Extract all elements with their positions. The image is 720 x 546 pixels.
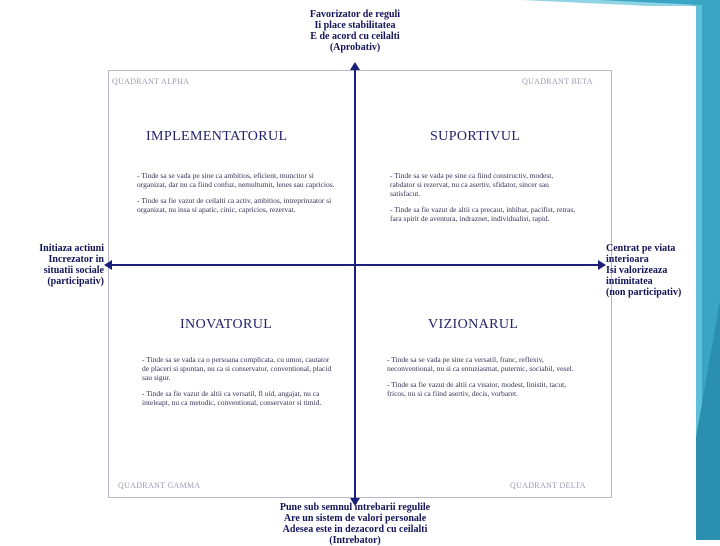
pole-right-line: interioara — [606, 254, 649, 265]
pole-bottom-line: (Intrebator) — [329, 535, 381, 546]
quadrant-gamma-label: QUADRANT GAMMA — [118, 481, 201, 490]
pole-right-line: intimitatea — [606, 276, 653, 287]
arrow-left-icon — [104, 260, 112, 270]
pole-left-line: Initiaza actiuni — [39, 243, 104, 254]
quadrant-alpha-label: QUADRANT ALPHA — [112, 77, 190, 86]
pole-left-line: situatii sociale — [43, 265, 104, 276]
quadrant-alpha-title: IMPLEMENTATORUL — [146, 129, 288, 144]
others-perception-text: - Tinde sa fie vazut de altii ca visator, modest, linistit, tacut, fricos, nu si ca fiind asertiv, decis, vorbaret. — [387, 380, 567, 398]
self-perception-text: - Tinde sa se vada ca o persoana complicata, cu umor, cautator de placeri si spontan, nu ca si conservator, conventional, placid sau sigur. — [142, 355, 332, 382]
others-perception-text: - Tinde sa fie vazut de ceilalti ca activ, ambitios, intreprinzator si organizat, nu insa si apatic, cinic, capricios, rezervat. — [137, 196, 332, 214]
quadrant-delta-title: VIZIONARUL — [428, 317, 519, 332]
others-perception-text: - Tinde sa fie vazut de altii ca precaut, inhibat, pacifist, retras, fara spirit de aventura, indraznet, individualist, rapid. — [390, 205, 576, 223]
pole-top-line: Favorizator de reguli — [309, 9, 401, 20]
arrow-up-icon — [350, 62, 360, 70]
pole-right-line: (non participativ) — [606, 287, 682, 298]
pole-bottom-line: Adesea este in dezacord cu ceilalti — [282, 524, 428, 535]
others-perception-text: - Tinde sa fie vazut de altii ca versatil, fl uid, angajat, nu ca inteleapt, nu ca metodic, conventional, conservator si timid. — [142, 389, 322, 407]
pole-left-line: Increzator in — [48, 254, 104, 265]
quadrant-beta-description — [390, 171, 580, 230]
quadrant-beta-title: SUPORTIVUL — [430, 129, 521, 144]
pole-bottom-line: Are un sistem de valori personale — [283, 513, 427, 524]
pole-bottom — [240, 502, 470, 546]
arrow-right-icon — [598, 260, 606, 270]
pole-top-line: Ii place stabilitatea — [314, 20, 396, 31]
quadrant-delta-description — [387, 355, 582, 405]
pole-right-line: Centrat pe viata — [606, 243, 676, 254]
pole-left — [30, 243, 104, 287]
pole-right-line: Isi valorizeaza — [606, 265, 668, 276]
vertical-axis — [354, 68, 356, 500]
pole-left-line: (participativ) — [47, 276, 104, 287]
quadrant-alpha-description — [137, 171, 337, 221]
quadrant-beta-label: QUADRANT BETA — [522, 77, 593, 86]
pole-top-line: (Aprobativ) — [329, 42, 381, 53]
pole-top-line: E de acord cu ceilalti — [310, 31, 400, 42]
quadrant-gamma-title: INOVATORUL — [180, 317, 273, 332]
self-perception-text: - Tinde sa se vada pe sine ca versatil, franc, reflexiv, neconventional, nu si ca entuziasmat, puternic, sociabil, vesel. — [387, 355, 574, 373]
self-perception-text: - Tinde sa se vada pe sine ca ambitios, eficient, muncitor si organizat, dar nu ca fiind confuz, nemultumit, lenes sau capricios. — [137, 171, 335, 189]
quadrant-delta-label: QUADRANT DELTA — [510, 481, 586, 490]
pole-bottom-line: Pune sub semnul intrebarii regulile — [279, 502, 431, 513]
pole-right — [606, 243, 694, 298]
horizontal-axis — [110, 264, 598, 266]
pole-top — [250, 9, 460, 53]
quadrant-gamma-description — [142, 355, 337, 414]
self-perception-text: - Tinde sa se vada pe sine ca fiind constructiv, modest, rabdator si rezervat, nu ca asertiv, sfidator, sincer sau satisfacut. — [390, 171, 554, 198]
